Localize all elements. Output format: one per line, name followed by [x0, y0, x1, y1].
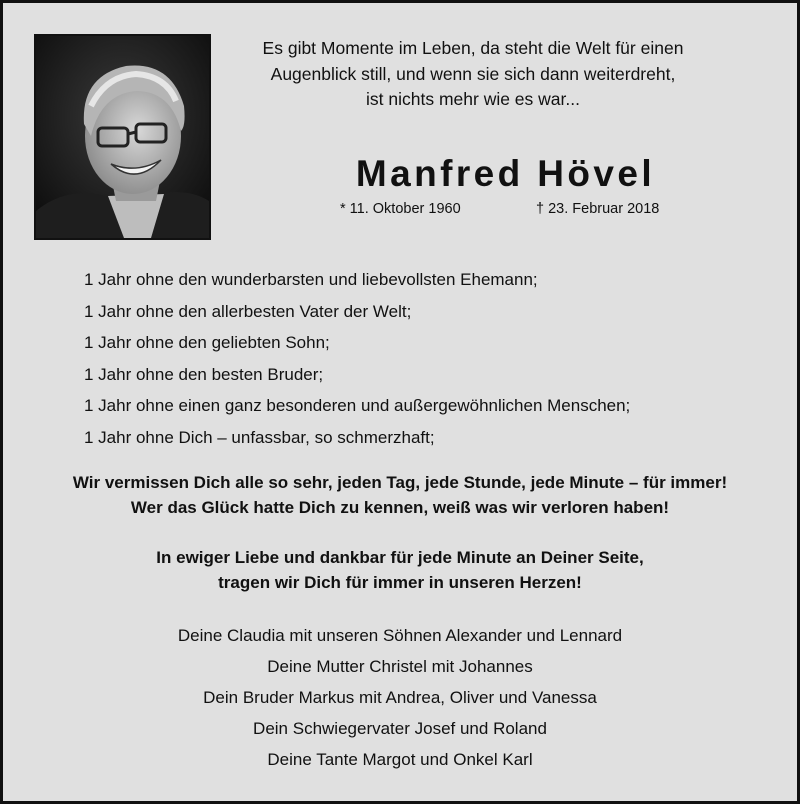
mourners-list — [3, 620, 797, 775]
mourner-line: Deine Mutter Christel mit Johannes — [267, 657, 533, 676]
death-date: † 23. Februar 2018 — [536, 201, 660, 217]
miss-you-message — [3, 470, 797, 520]
quote-line: Augenblick still, und wenn sie sich dann weiterdreht, — [270, 63, 676, 84]
mourner-line: Deine Claudia mit unseren Söhnen Alexander und Lennard — [177, 626, 623, 645]
mourner-line: Deine Tante Margot und Onkel Karl — [267, 750, 533, 769]
message-line: Wer das Glück hatte Dich zu kennen, weiß was wir verloren haben! — [130, 498, 670, 517]
list-item: 1 Jahr ohne den allerbesten Vater der Welt; — [84, 301, 412, 321]
love-message — [3, 545, 797, 595]
quote — [258, 36, 688, 113]
birth-date: * 11. Oktober 1960 — [340, 201, 461, 217]
message-line: Wir vermissen Dich alle so sehr, jeden Tag, jede Stunde, jede Minute – für immer! — [72, 473, 728, 492]
quote-line: ist nichts mehr wie es war... — [366, 89, 580, 109]
portrait-illustration — [36, 36, 209, 238]
list-item: 1 Jahr ohne einen ganz besonderen und außergewöhnlichen Menschen; — [84, 396, 631, 415]
list-item: 1 Jahr ohne Dich – unfassbar, so schmerzhaft; — [84, 427, 435, 447]
deceased-name: Manfred Hövel — [355, 153, 656, 194]
quote-line: Es gibt Momente im Leben, da steht die Welt für einen — [262, 38, 684, 58]
list-item: 1 Jahr ohne den wunderbarsten und liebevollsten Ehemann; — [84, 270, 538, 289]
message-line: In ewiger Liebe und dankbar für jede Minute an Deiner Seite, — [156, 548, 644, 567]
list-item: 1 Jahr ohne den besten Bruder; — [84, 364, 324, 384]
mourner-line: Dein Schwiegervater Josef und Roland — [253, 719, 547, 738]
list-item: 1 Jahr ohne den geliebten Sohn; — [84, 333, 330, 352]
portrait-photo — [34, 34, 211, 240]
remembrance-list — [84, 264, 630, 453]
message-line: tragen wir Dich für immer in unseren Herzen! — [218, 573, 582, 592]
mourner-line: Dein Bruder Markus mit Andrea, Oliver und Vanessa — [203, 688, 597, 707]
